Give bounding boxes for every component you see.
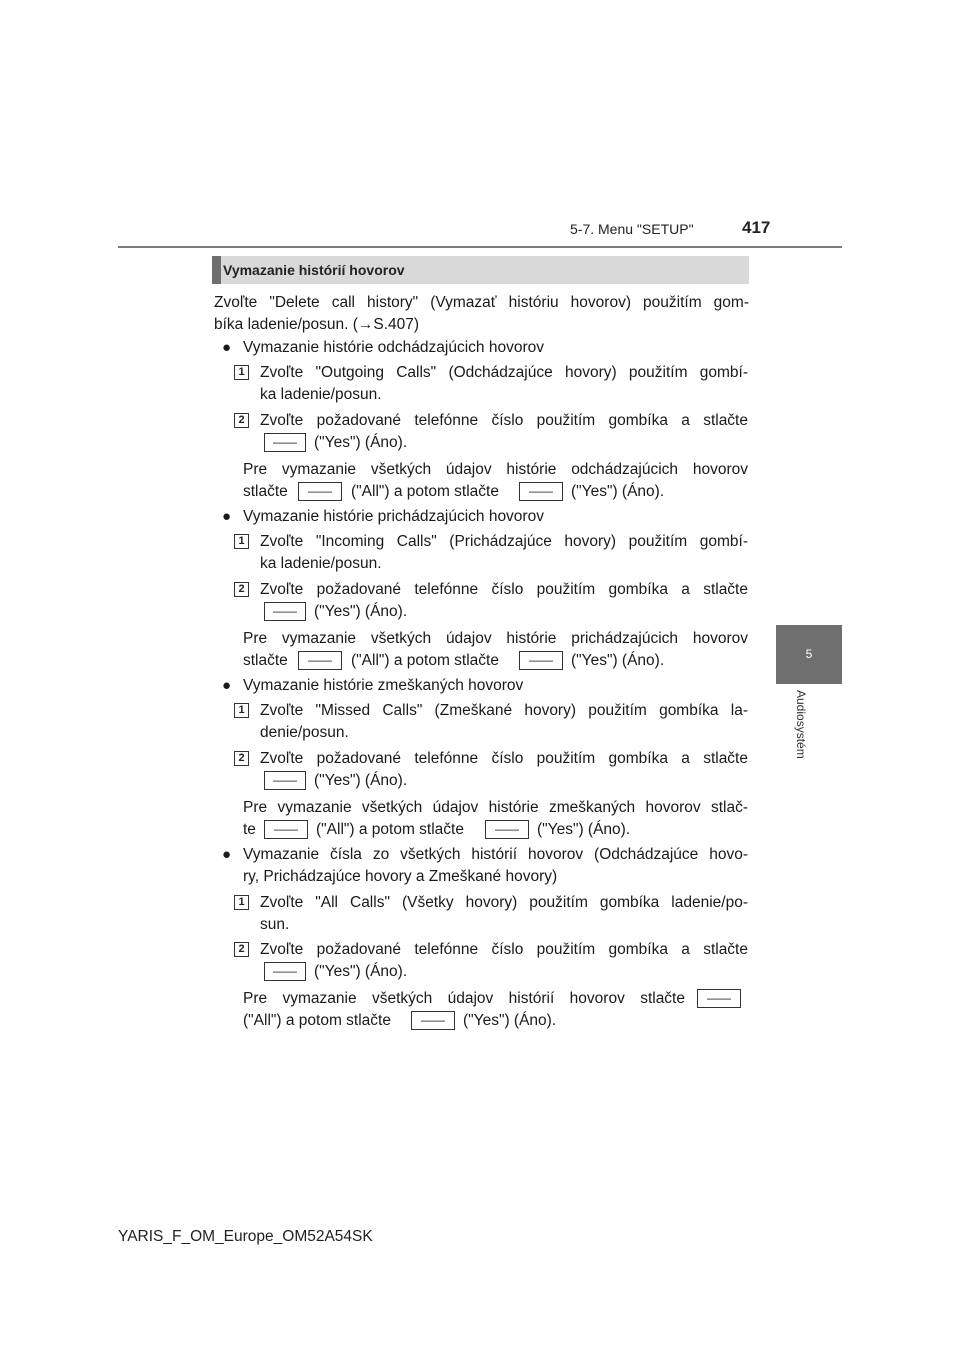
step-number: 1 [234,534,249,549]
paragraph-text: Pre vymazanie všetkých údajov histórií hovorov stlačte [243,990,685,1007]
yes-button-icon: —— [264,433,306,452]
step-text: Zvoľte "Outgoing Calls" (Odchádzajúce hovory) použitím gombí- [260,364,748,381]
step-text: Zvoľte požadované telefónne číslo použitím gombíka a stlačte [260,941,748,958]
paragraph-text: stlačte [243,483,288,500]
bullet-title: Vymazanie histórie prichádzajúcich hovorov [243,508,544,525]
page-reference: S.407) [373,316,420,333]
step-text: ka ladenie/posun. [260,386,382,403]
paragraph-text: Pre vymazanie všetkých údajov histórie zmeškaných hovorov stlač- [243,799,748,816]
paragraph-text: ("Yes") (Áno). [537,821,631,838]
bullet-icon: ● [222,677,232,694]
step-text: denie/posun. [260,724,349,741]
yes-button-icon: —— [519,482,563,501]
bullet-title: Vymazanie čísla zo všetkých histórií hovorov (Odchádzajúce hovo- [243,846,748,863]
yes-button-icon: —— [264,962,306,981]
paragraph-text: ("Yes") (Áno). [571,652,665,669]
yes-button-icon: —— [485,820,529,839]
yes-button-icon: —— [264,602,306,621]
step-text: sun. [260,916,290,933]
step-text: Zvoľte požadované telefónne číslo použitím gombíka a stlačte [260,581,748,598]
step-text: ("Yes") (Áno). [314,772,408,789]
intro-line [214,314,419,336]
paragraph-text: stlačte [243,652,288,669]
step-text: ka ladenie/posun. [260,555,382,572]
header-divider [118,246,842,248]
step-text: ("Yes") (Áno). [314,603,408,620]
page-number: 417 [742,218,771,237]
step-text: ("Yes") (Áno). [314,963,408,980]
step-text: Zvoľte "All Calls" (Všetky hovory) použitím gombíka ladenie/po- [260,894,748,911]
intro-text: bíka ladenie/posun. ( [214,316,358,333]
paragraph-text: te [243,821,256,838]
section-title: Vymazanie histórií hovorov [223,262,405,278]
yes-button-icon: —— [411,1011,455,1030]
step-number: 1 [234,895,249,910]
paragraph-text: ("All") a potom stlačte [316,821,464,838]
all-button-icon: —— [298,651,342,670]
step-text: Zvoľte požadované telefónne číslo použitím gombíka a stlačte [260,412,748,429]
step-number: 1 [234,703,249,718]
paragraph-text: ("All") a potom stlačte [351,483,499,500]
all-button-icon: —— [298,482,342,501]
step-number: 2 [234,751,249,766]
chapter-label: Audiosystém [794,690,808,759]
step-text: Zvoľte požadované telefónne číslo použitím gombíka a stlačte [260,750,748,767]
paragraph-text: Pre vymazanie všetkých údajov histórie prichádzajúcich hovorov [243,630,748,647]
step-text: Zvoľte "Incoming Calls" (Prichádzajúce hovory) použitím gombí- [260,533,748,550]
yes-button-icon: —— [519,651,563,670]
header-section-title: 5-7. Menu "SETUP" [570,221,694,237]
bullet-icon: ● [222,508,232,525]
bullet-title: Vymazanie histórie zmeškaných hovorov [243,677,524,694]
paragraph-text: ("Yes") (Áno). [463,1012,557,1029]
step-text: Zvoľte "Missed Calls" (Zmeškané hovory) použitím gombíka la- [260,702,748,719]
all-button-icon: —— [264,820,308,839]
yes-button-icon: —— [264,771,306,790]
step-number: 2 [234,413,249,428]
bullet-title: Vymazanie histórie odchádzajúcich hovorov [243,339,544,356]
paragraph-text: Pre vymazanie všetkých údajov histórie odchádzajúcich hovorov [243,461,748,478]
footer-document-id: YARIS_F_OM_Europe_OM52A54SK [118,1228,373,1245]
step-number: 1 [234,365,249,380]
paragraph-text: ("All") a potom stlačte [351,652,499,669]
bullet-title: ry, Prichádzajúce hovory a Zmeškané hovory) [243,868,558,885]
bullet-icon: ● [222,846,232,863]
chapter-tab: 5 [776,625,842,684]
paragraph-text: ("All") a potom stlačte [243,1012,391,1029]
paragraph-text: ("Yes") (Áno). [571,483,665,500]
arrow-right-icon: → [357,316,374,333]
intro-line: Zvoľte "Delete call history" (Vymazať históriu hovorov) použitím gom- [214,294,749,311]
bullet-icon: ● [222,339,232,356]
all-button-icon: —— [697,989,741,1008]
step-number: 2 [234,582,249,597]
step-text: ("Yes") (Áno). [314,434,408,451]
step-number: 2 [234,942,249,957]
